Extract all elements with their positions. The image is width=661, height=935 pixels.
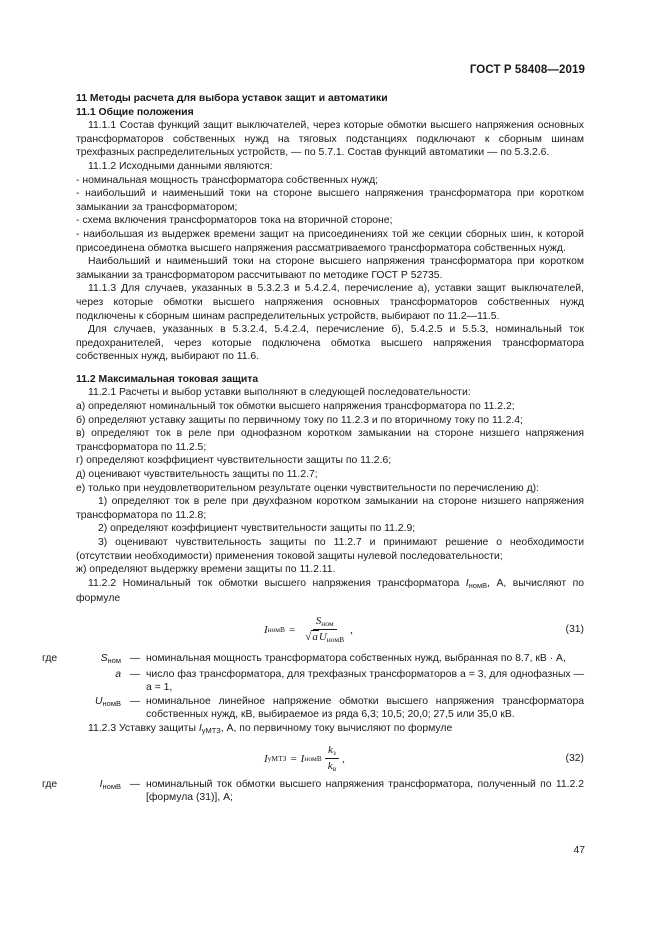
formula-32: I уМТЗ = I номВ $\frac{k_з}{k_в}$ , (32) [76,742,584,776]
list-item: д) оценивают чувствительность защиты по 11.2.7; [76,469,318,481]
sub-list-item: 1) определяют ток в реле при двухфазном коротком замыкании на стороне низшего напряжения трансформатора по 11.2.8; [76,496,584,521]
paragraph-short-circuit: Наибольший и наименьший токи на стороне высшего напряжения трансформатора при коротком замыкании за трансформатором рассчитывают по методике ГОСТ Р 52735. [76,256,584,281]
list-item: а) определяют номинальный ток обмотки высшего напряжения трансформатора по 11.2.2; [76,401,515,413]
section-title: 11 Методы расчета для выбора уставок защит и автоматики [76,93,388,104]
list-item: - номинальная мощность трансформатора собственных нужд; [76,174,379,186]
paragraph-11-2-3: 11.2.3 Уставку защиты $I_{уМТЗ}$, А, по первичному току вычисляют по формуле [88,722,453,735]
paragraph-11-1-2: 11.1.2 Исходными данными являются: [88,160,273,172]
formula-number: (31) [565,624,584,636]
paragraph-11-1-1: 11.1.1 Состав функций защит выключателей, через которые обмотки высшего напряжения основных трансформаторов собственных нужд на тяговых подстанциях подключают к сборным шинам трехфазных распределительных устройств, — по 5.7.1. Состав функций автоматики — по 5.3.2.6. [76,120,584,159]
subsection-title-11-2: 11.2 Максимальная токовая защита [76,373,259,385]
definition-row: a — число фаз трансформатора, для трехфазных трансформаторов а = 3, для однофазных — а = 1, [115,668,584,694]
formula-number: (32) [565,753,584,765]
definitions-31 [42,652,584,722]
paragraph-11-1-3: 11.1.3 Для случаев, указанных в 5.3.2.3 и 5.4.2.4, перечисление а), уставки защит выключателей, через которые обмотки высшего напряжения основных трансформаторов собственных нужд подключены к сборным шинам распределительных устройств, выбирают по 11.2—11.5. [76,283,584,322]
definition-row: $S_{ном}$ — номинальная мощность трансформатора собственных нужд, выбранная по 8.7, кВ · А, [100,652,566,665]
where-label: где [42,652,58,664]
list-item: г) определяют коэффициент чувствительности защиты по 11.2.6; [76,455,392,467]
list-item: б) определяют уставку защиты по первичному току по 11.2.3 и по вторичному току по 11.2.4; [76,414,523,426]
paragraph-fuses: Для случаев, указанных в 5.3.2.4, 5.4.2.4, перечисление б), 5.4.2.5 и 5.5.3, номинальный ток предохранителей, через которые подключена обмотка высшего напряжения трансформатора собственных нужд, выбирают по 11.6. [76,324,584,363]
sub-list-item: 3) оценивают чувствительность защиты по 11.2.7 и принимают решение о необходимости (отсутствии необходимости) применения токовой защиты нулевой последовательности; [76,537,584,562]
list-item: в) определяют ток в реле при однофазном коротком замыкании на стороне низшего напряжения трансформатора по 11.2.5; [76,428,584,453]
definition-row: $U_{номВ}$ — номинальное линейное напряжение обмотки высшего напряжения трансформатора собственных нужд, кВ, выбираемое из ряда 6,3; 10,5; 20,0; 27,5 или 35,0 кВ. [95,695,584,721]
subsection-title-11-1: 11.1 Общие положения [76,106,194,118]
paragraph-11-2-2: 11.2.2 Номинальный ток обмотки высшего напряжения трансформатора $I_{номВ}$, А, вычисляют по формуле [76,577,584,605]
where-label: где [42,778,58,790]
definitions-32 [42,778,584,805]
definition-row: $I_{номВ}$ — номинальный ток обмотки высшего напряжения трансформатора, полученный по 11.2.2 [формула (31)], А; [99,778,584,804]
sub-list-item: 2) определяют коэффициент чувствительности защиты по 11.2.9; [98,523,416,535]
list-item: - схема включения трансформаторов тока на вторичной стороне; [76,215,393,227]
page-content [42,92,584,805]
list-item: - наибольший и наименьший токи на стороне высшего напряжения трансформатора при коротком замыкании за трансформатором; [76,188,584,213]
page-number: 47 [573,845,585,856]
fraction: $\frac{S_{ном}}{√aU_{номВ}}$ [305,615,345,645]
list-item: ж) определяют выдержку времени защиты по 11.2.11. [76,564,336,576]
list-item: е) только при неудовлетворительном результате оценки чувствительности по перечислению д): [76,482,539,494]
formula-31: I номВ = $\frac{S_{ном}}{√aU_{номВ}}$ , (31) [76,610,584,650]
standard-header: ГОСТ Р 58408—2019 [469,64,585,76]
list-item: - наибольшая из выдержек времени защит на присоединениях той же секции сборных шин, к которой присоединена обмотка высшего напряжения рассматриваемого трансформатора собственных нужд. [76,228,584,254]
paragraph-11-2-1: 11.2.1 Расчеты и выбор уставки выполняют в следующей последовательности: [88,387,471,399]
fraction: $\frac{k_з}{k_в}$ [325,744,339,773]
